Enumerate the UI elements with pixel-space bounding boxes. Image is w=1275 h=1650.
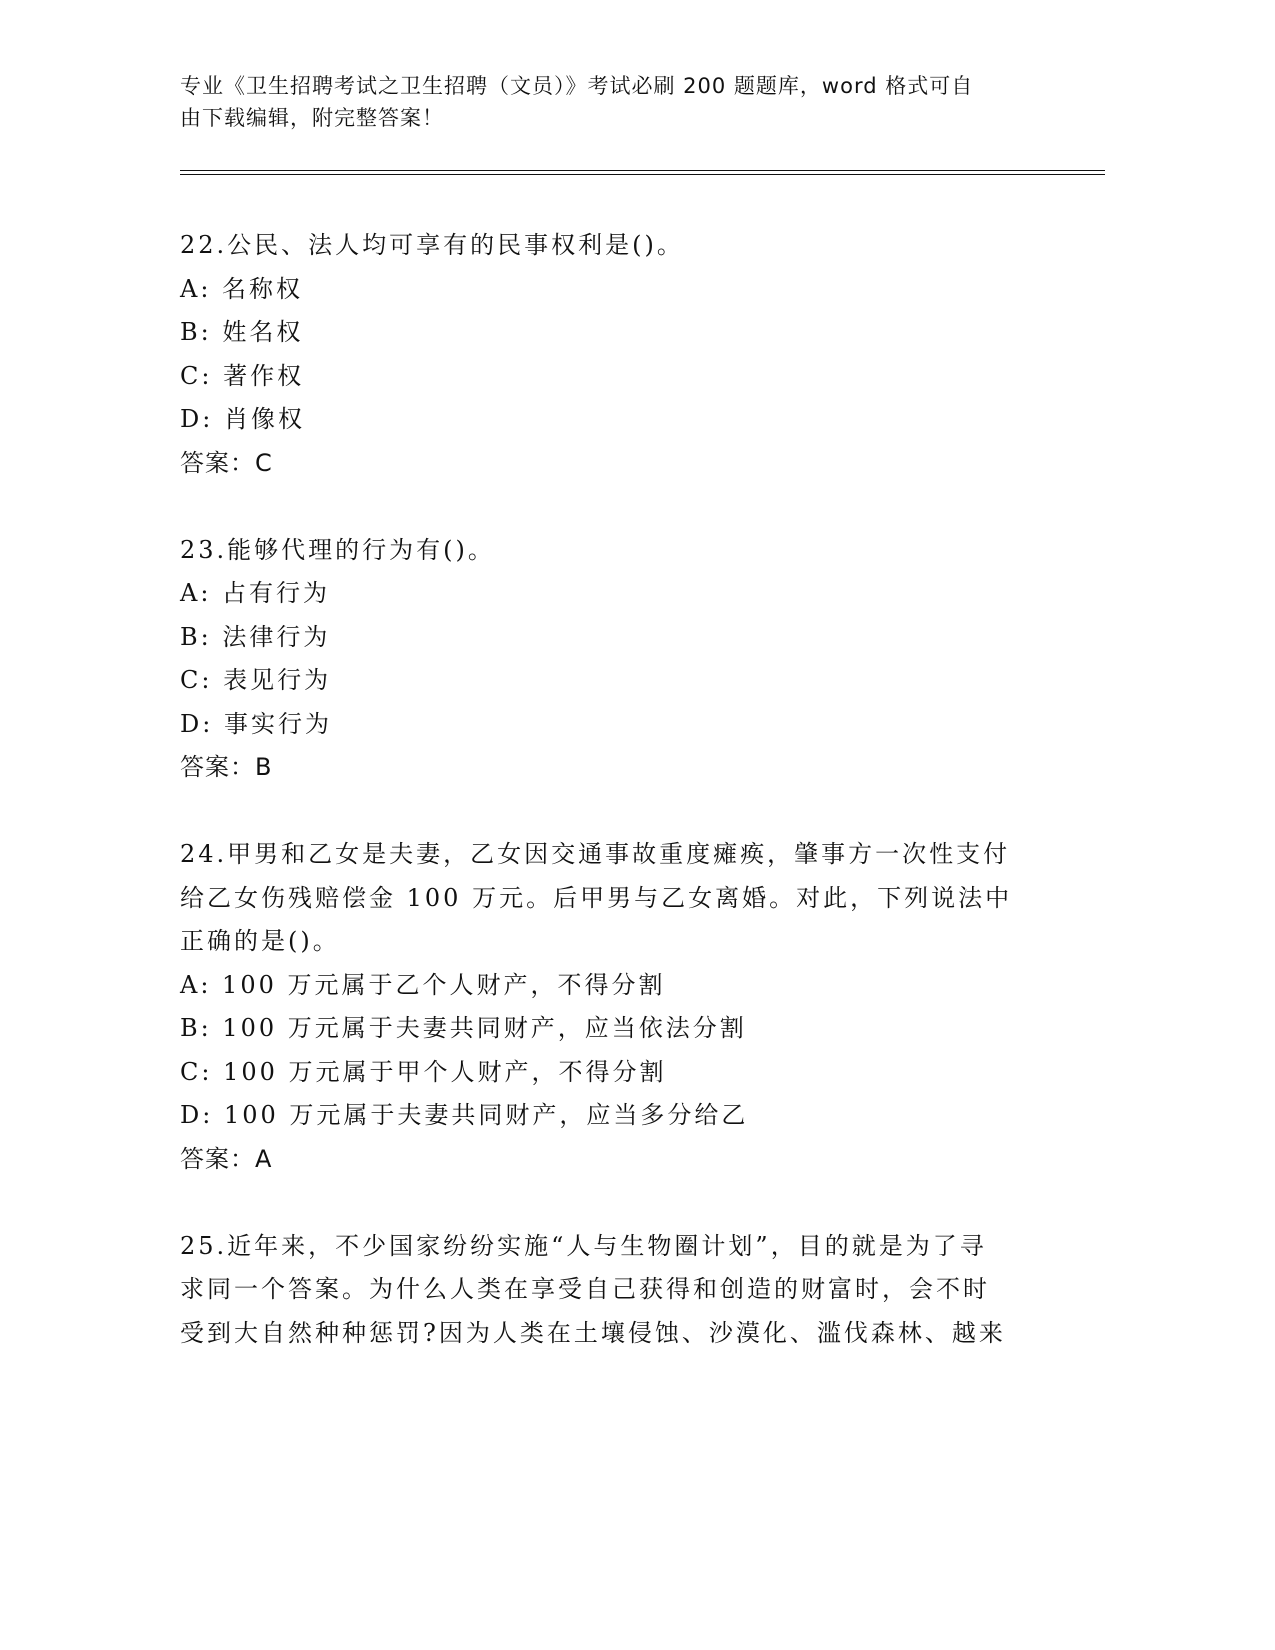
header-line: 专业《卫生招聘考试之卫生招聘（文员）》考试必刷 200 题题库，word 格式可自 — [180, 74, 974, 98]
question-25 — [180, 1225, 1040, 1356]
option-b: B: 法律行为 — [180, 622, 331, 651]
question-stem: 给乙女伤残赔偿金 100 万元。后甲男与乙女离婚。对此，下列说法中 — [180, 883, 1013, 912]
option-b: B: 100 万元属于夫妻共同财产，应当依法分割 — [180, 1014, 747, 1042]
document-header — [180, 70, 1060, 134]
question-stem: 22.公民、法人均可享有的民事权利是()。 — [180, 231, 684, 259]
header-divider — [180, 174, 1105, 175]
option-a: A: 占有行为 — [180, 579, 331, 607]
answer-line: 答案：A — [180, 1144, 273, 1173]
answer-line: 答案：C — [180, 448, 273, 477]
question-23 — [180, 529, 1040, 790]
option-a: A: 名称权 — [180, 274, 304, 303]
question-22 — [180, 224, 1040, 485]
option-b: B: 姓名权 — [180, 318, 304, 346]
option-a: A: 100 万元属于乙个人财产，不得分割 — [180, 970, 666, 999]
option-c: C: 100 万元属于甲个人财产，不得分割 — [180, 1057, 667, 1086]
question-stem: 求同一个答案。为什么人类在享受自己获得和创造的财富时，会不时 — [180, 1275, 990, 1303]
header-line: 由下载编辑，附完整答案！ — [180, 106, 444, 130]
question-stem: 受到大自然种种惩罚?因为人类在土壤侵蚀、沙漠化、滥伐森林、越来 — [180, 1318, 1006, 1347]
question-24 — [180, 833, 1040, 1181]
option-d: D: 事实行为 — [180, 709, 332, 738]
option-d: D: 100 万元属于夫妻共同财产，应当多分给乙 — [180, 1101, 749, 1129]
option-d: D: 肖像权 — [180, 405, 305, 433]
header-divider — [180, 170, 1105, 171]
question-list — [180, 224, 1040, 1399]
option-c: C: 表见行为 — [180, 666, 332, 694]
option-c: C: 著作权 — [180, 361, 305, 390]
question-stem: 25.近年来，不少国家纷纷实施“人与生物圈计划”，目的就是为了寻 — [180, 1231, 987, 1260]
question-stem: 23.能够代理的行为有()。 — [180, 535, 495, 564]
answer-line: 答案：B — [180, 753, 273, 781]
question-stem: 正确的是()。 — [180, 927, 340, 955]
question-stem: 24.甲男和乙女是夫妻，乙女因交通事故重度瘫痪，肇事方一次性支付 — [180, 840, 1011, 868]
